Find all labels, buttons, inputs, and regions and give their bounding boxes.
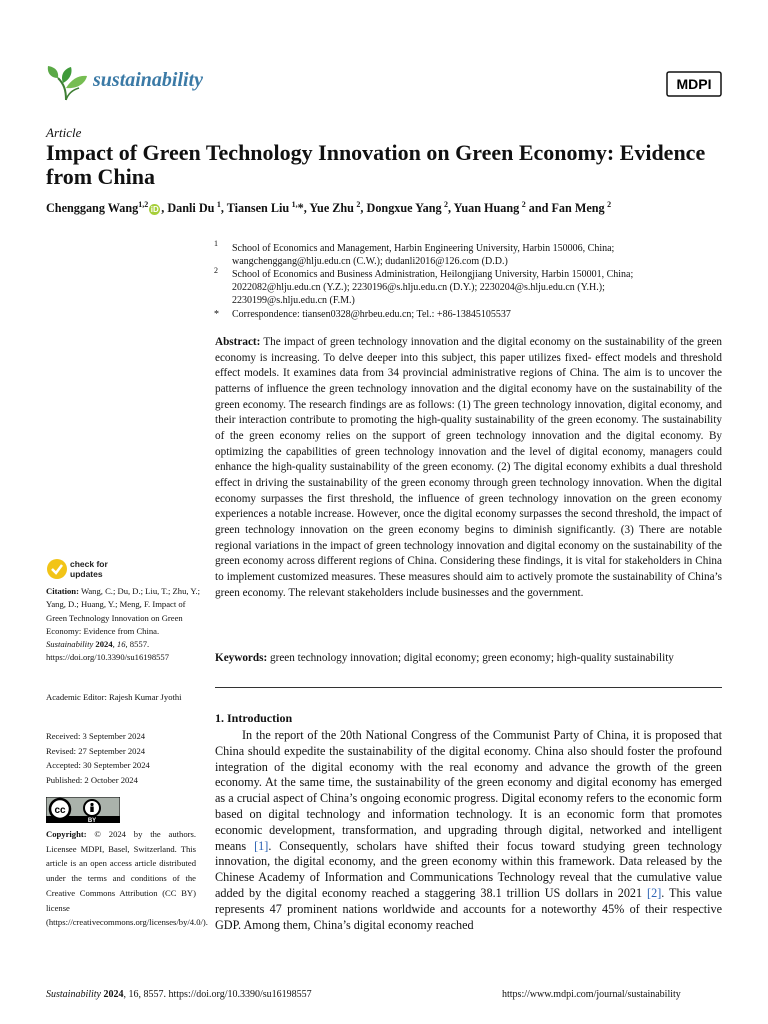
academic-editor: Academic Editor: Rajesh Kumar Jyothi: [46, 692, 182, 702]
received-date: Received: 3 September 2024: [46, 731, 146, 741]
author-affiliation-mark: 2: [444, 200, 449, 209]
copyright-text: © 2024 by the authors. Licensee MDPI, Basel, Switzerland. This article is an open access article distributed under the terms and conditions of the Creative Commons Attribution (CC BY) license (https://creativecommons.org/licenses/by/4.0/).: [46, 829, 208, 928]
affiliation-text: [232, 268, 732, 307]
keywords-label: Keywords:: [215, 652, 268, 664]
author-name: Chenggang Wang: [46, 201, 139, 216]
correspondence: [232, 308, 732, 321]
affiliation-mark: 2: [214, 266, 218, 275]
author-affiliation-mark: 1: [216, 200, 221, 209]
author-name: and Fan Meng: [525, 201, 605, 216]
paper-title: Impact of Green Technology Innovation on Green Economy: Evidence from China: [46, 140, 706, 189]
introduction-paragraph: [215, 728, 722, 933]
author-affiliation-mark: 2: [521, 200, 526, 209]
check-updates-label: updates: [70, 569, 103, 579]
svg-text:cc: cc: [54, 805, 66, 816]
paragraph-text: . This value represents 47 prominent nations worldwide and accounts for a noteworthy 45% of their respective GDP. Among them, China’s digital economy reached: [215, 885, 722, 932]
check-updates-label: check for: [70, 559, 108, 569]
footer-year: 2024: [103, 989, 124, 1000]
journal-name: sustainability: [93, 69, 204, 91]
affiliation-line: School of Economics and Management, Harbin Engineering University, Harbin 150006, China;: [232, 243, 615, 254]
abstract: [215, 335, 722, 601]
article-type: Article: [46, 125, 82, 140]
citation-text: Wang, C.; Du, D.; Liu, T.; Zhu, Y.; Yang, D.; Huang, Y.; Meng, F. Impact of Green Technology Innovation on Green Economy: Evidence from China.: [46, 586, 201, 636]
citation-volume: , 16: [112, 639, 126, 650]
author-affiliation-mark: 2: [356, 200, 361, 209]
published-date: Published: 2 October 2024: [46, 774, 138, 785]
affiliation-line[interactable]: 2022082@hlju.edu.cn (Y.Z.); 2230196@s.hlju.edu.cn (D.Y.); 2230204@s.hlju.edu.cn (Y.H.);: [232, 282, 605, 293]
paragraph-text: . Consequently, scholars have shifted their focus toward studying green technology innovation, the digital economy, and the green economy within this framework. Data released by the Chinese Academy of Information and Communications Technology reveal that the cumulative value added by the digital economy reached a staggering 38.1 trillion US dollars in 2021: [215, 838, 723, 900]
author-affiliation-mark: 1,2: [138, 200, 149, 209]
keywords: [215, 651, 735, 666]
author-name: , Tiansen Liu: [220, 201, 290, 216]
footer-journal: Sustainability: [46, 989, 101, 1000]
citation-link[interactable]: [1]: [254, 838, 269, 853]
author-name: , Yue Zhu: [303, 201, 354, 216]
author-list: [46, 200, 746, 216]
mdpi-logo: [666, 71, 722, 97]
affiliation-mark: *: [214, 309, 219, 320]
citation-journal: Sustainability: [46, 639, 94, 650]
author-affiliation-mark: 2: [607, 200, 612, 209]
accepted-date: Accepted: 30 September 2024: [46, 760, 150, 770]
check-updates-icon: [47, 559, 67, 579]
paragraph-text: In the report of the 20th National Congress of the Communist Party of China, it is proposed that China should expedite the sustainability of the digital economy. China also should foster the profound integration of the digital economy with the real economy and advance the growth of the green economy. At the same time, the sustainability of the green economy and digital economy has emerged as a crucial aspect of China’s ongoing economic progress. Digital economy refers to the economic form based on digital technology and information technology. It is an economic form that promotes economic development, transformation, and upgrading through digital, networked and intelligent means: [215, 728, 722, 853]
abstract-label: Abstract:: [215, 336, 261, 348]
affiliation-line[interactable]: Correspondence: tiansen0328@hrbeu.edu.cn; Tel.: +86-13845105537: [232, 309, 511, 320]
citation-label: Citation:: [46, 586, 79, 596]
section-heading: 1. Introduction: [215, 711, 293, 725]
citation-link[interactable]: [2]: [647, 885, 662, 900]
affiliation-line[interactable]: wangchenggang@hlju.edu.cn (C.W.); dudanli2016@126.com (D.D.): [232, 256, 508, 267]
leaf-logo-icon: [46, 64, 88, 102]
author-name: , Yuan Huang: [448, 201, 520, 216]
cc-badge-label: BY: [87, 818, 97, 823]
cc-by-license-badge[interactable]: [46, 797, 120, 823]
section-divider: [215, 687, 722, 688]
footer-citation: [46, 989, 312, 1000]
affiliation-mark: 1: [214, 239, 218, 248]
abstract-text: The impact of green technology innovation and the digital economy on the sustainability of the green economy is increasing. To delve deeper into this subject, this paper utilizes fixed- effect models and threshold effect models. It examines data from 34 provincial administrative regions of China. The aim is to uncover the patterns of influence the green technology innovation and the digital economy have on the sustainability of the green economy. The research findings are as follows: (1) The green technology innovation, digital economy, and their interaction contribute to promoting the high-quality sustainability of the green economy. The sustainability of the green economy relies on the support of green technology innovation and the digital economy. By optimizing the capabilities of green technology innovation and the level of digital economy, managers could enhance the high-quality sustainability of the green economy. (2) The digital economy exhibits a dual threshold effect in driving the sustainability of the green economy through green technology innovation. When the digital economy surpasses the first threshold, the influence of green technology innovation on the green economy experiences a notable increase. However, once the digital economy surpasses the second threshold, the impact of green technology innovation on the green economy begins to diminish significantly. (3) There are notable regional variations in the impact of green technology innovation and digital economy on the sustainability of the green economy across different regions of China. Considering these findings, it is vital for stakeholders in China to implement customized measures. These measures should aim to actively promote the sustainability of China’s green economy. The relevant stakeholders include businesses and the government.: [215, 336, 722, 599]
keywords-text: green technology innovation; digital economy; green economy; high-quality sustainability: [267, 652, 674, 664]
citation-block: [46, 585, 206, 665]
author-name: , Danli Du: [161, 201, 215, 216]
mdpi-logo-text: MDPI: [676, 76, 712, 92]
orcid-icon[interactable]: iD: [150, 204, 159, 214]
publication-dates: [46, 729, 206, 787]
affiliation-line[interactable]: 2230199@s.hlju.edu.cn (F.M.): [232, 295, 355, 306]
author-name: , Dongxue Yang: [360, 201, 442, 216]
revised-date: Revised: 27 September 2024: [46, 745, 146, 756]
copyright-label: Copyright:: [46, 829, 87, 839]
affiliation-text: [232, 242, 732, 268]
affiliation-line: School of Economics and Business Administration, Heilongjiang University, Harbin 150001, China;: [232, 269, 634, 280]
citation-year: 2024: [95, 639, 113, 650]
citation-doi[interactable]: , 8557. https://doi.org/10.3390/su16198557: [46, 639, 170, 663]
footer-doi[interactable]: , 16, 8557. https://doi.org/10.3390/su16198557: [123, 989, 312, 1000]
corresponding-mark: *: [297, 201, 304, 216]
check-for-updates-badge[interactable]: [46, 558, 126, 580]
author-affiliation-mark: 1,: [291, 200, 298, 209]
footer-journal-url[interactable]: https://www.mdpi.com/journal/sustainability: [502, 989, 681, 1000]
copyright-notice: [46, 827, 208, 930]
